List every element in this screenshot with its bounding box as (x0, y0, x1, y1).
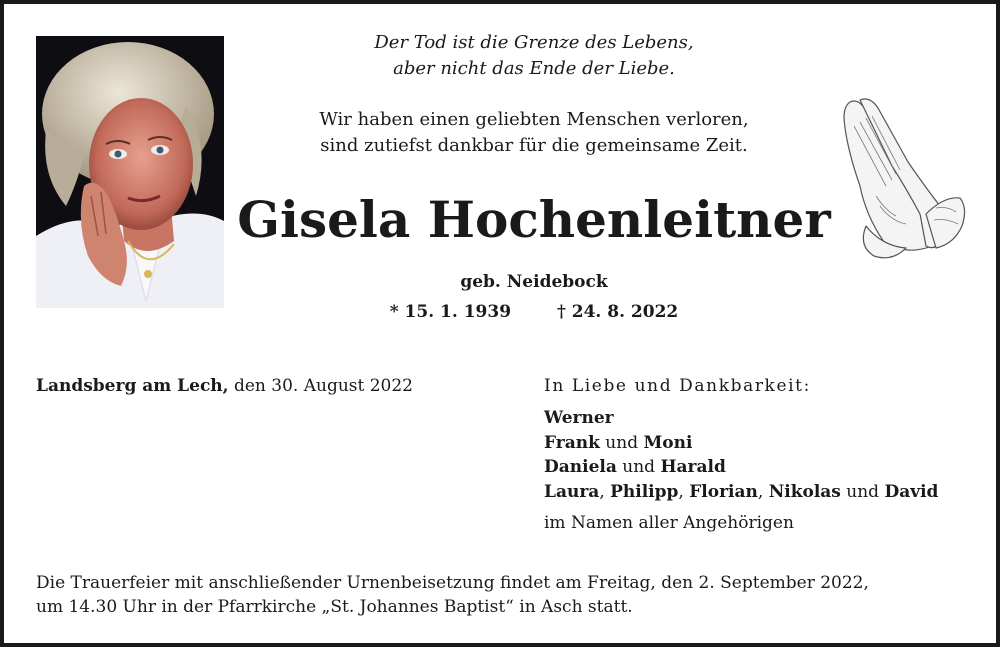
funeral-notice (36, 571, 976, 619)
funeral-line-1: Die Trauerfeier mit anschließender Urnenbeisetzung findet am Freitag, den 2. September 2022, (36, 573, 869, 593)
separator: und (840, 481, 885, 502)
separator: , (678, 481, 690, 502)
mourner-name: Nikolas (768, 481, 841, 502)
mourner-name: Florian (689, 481, 758, 502)
mourner-row (544, 455, 938, 480)
relatives-note: im Namen aller Angehörigen (544, 513, 794, 533)
mourner-name: Frank (544, 432, 600, 453)
separator: und (599, 432, 644, 453)
place: Landsberg am Lech, (36, 376, 229, 396)
birth-name: geb. Neidebock (460, 272, 608, 292)
deceased-name: Gisela Hochenleitner (237, 190, 831, 249)
mourner-name: Werner (544, 408, 614, 428)
mourner-row (544, 406, 938, 431)
mourners-list (544, 406, 938, 504)
death-date: † 24. 8. 2022 (556, 302, 679, 322)
mourner-name: Laura (544, 481, 600, 502)
birth-date: * 15. 1. 1939 (389, 302, 512, 322)
intro-sentence (234, 107, 834, 159)
separator: , (599, 481, 611, 502)
motto (234, 30, 834, 82)
intro-line-1: Wir haben einen geliebten Menschen verloren, (319, 109, 749, 130)
mourner-row (544, 480, 938, 505)
motto-line-2: aber nicht das Ende der Liebe. (393, 58, 675, 79)
intro-line-2: sind zutiefst dankbar für die gemeinsame Zeit. (320, 135, 748, 156)
motto-line-1: Der Tod ist die Grenze des Lebens, (374, 32, 694, 53)
place-and-date (36, 374, 413, 398)
mourner-name: Daniela (544, 457, 617, 477)
mourner-name: Moni (643, 432, 693, 453)
mourner-name: David (884, 481, 939, 502)
portrait-photo (36, 36, 224, 308)
life-dates (234, 300, 834, 324)
mourner-name: Philipp (610, 481, 679, 502)
mourner-row (544, 431, 938, 456)
mourners-intro: In Liebe und Dankbarkeit: (544, 376, 811, 396)
mourner-name: Harald (660, 457, 726, 477)
funeral-line-2: um 14.30 Uhr in der Pfarrkirche „St. Johannes Baptist“ in Asch statt. (36, 597, 633, 617)
separator: , (757, 481, 769, 502)
praying-hands-icon (836, 96, 968, 262)
separator: und (616, 457, 661, 477)
date: den 30. August 2022 (228, 376, 413, 396)
